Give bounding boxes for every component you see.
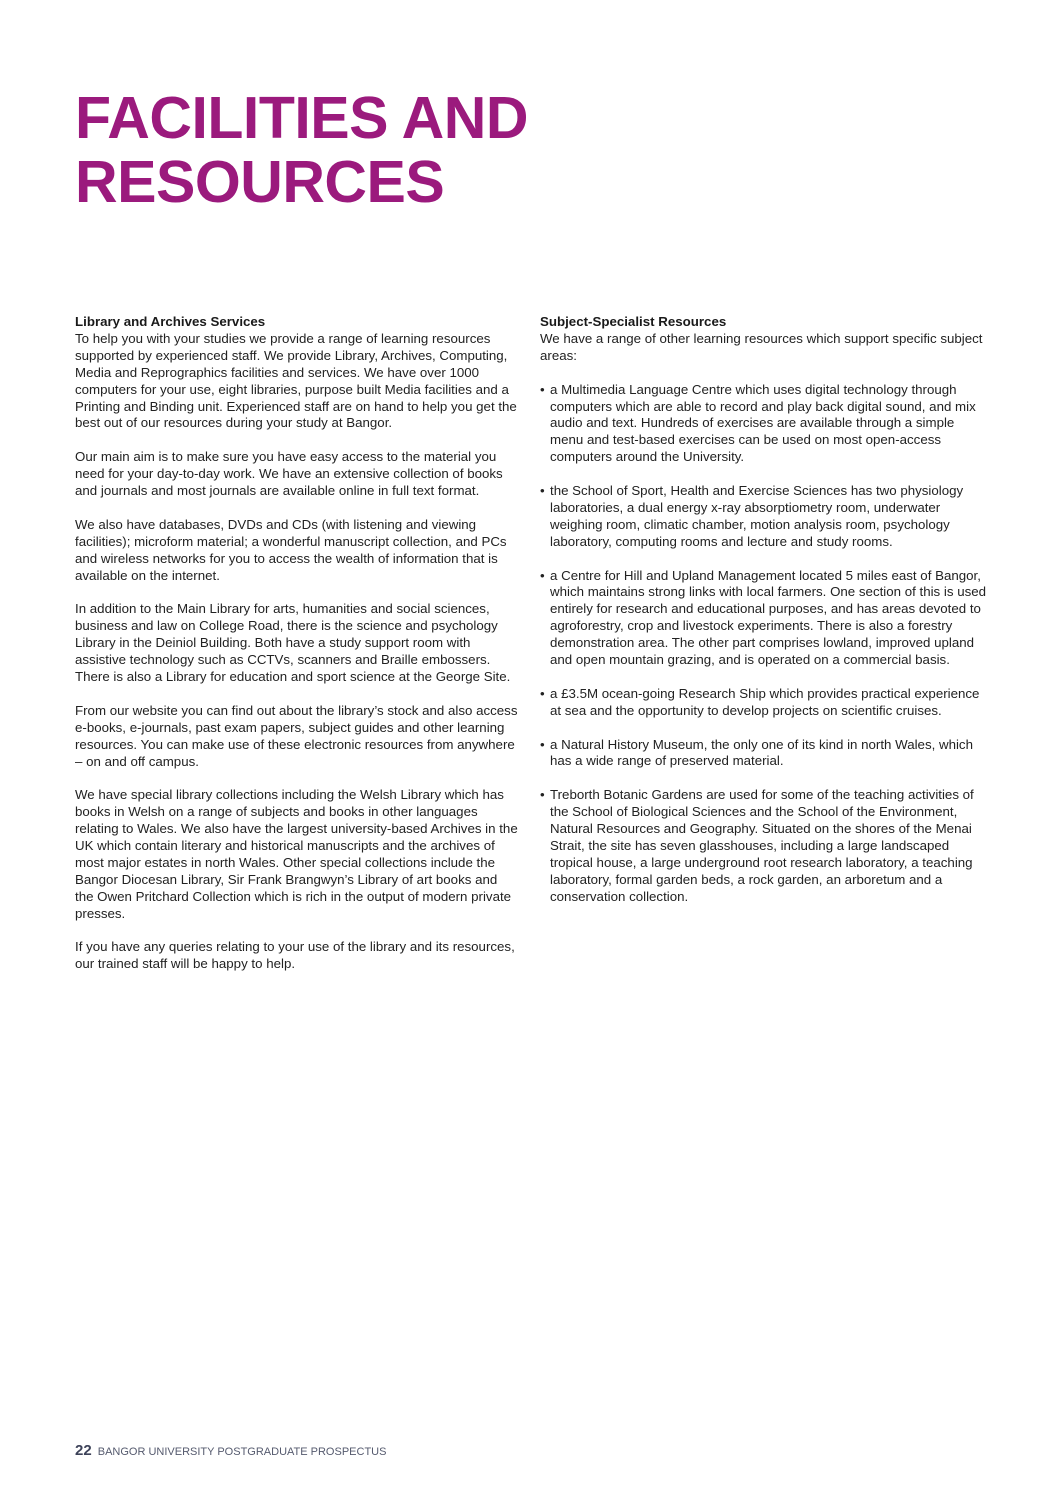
resource-text-sport-school: the School of Sport, Health and Exercise Sciences has two physiology laboratories, a dual energy x-ray absorptiometry room, underwater weighing room, climatic chamber, motion analysis room, psychology laboratory, computing rooms and lecture and study rooms. <box>550 483 964 549</box>
page-title-line-2: RESOURCES <box>75 149 445 215</box>
bullet-icon: • <box>540 381 545 397</box>
page-title-line-1: FACILITIES AND <box>75 85 528 151</box>
resource-text-language-centre: a Multimedia Language Centre which uses digital technology through computers which are able to record and play back digital sound, and mix audio and text. Hundreds of exercises are available through a simple menu and test-based exercises can be used on most open-access computers around the University. <box>550 381 976 465</box>
bullet-icon: • <box>540 787 545 803</box>
bullet-icon: • <box>540 567 545 583</box>
resource-list-item <box>540 483 988 551</box>
page-footer <box>75 1443 386 1460</box>
library-paragraph-1: To help you with your studies we provide a range of learning resources supported by experienced staff. We provide Library, Archives, Computing, Media and Reprographics facilities and services. We have over 1000 computers for your use, eight libraries, purpose built Media facilities and a Printing and Binding unit. Experienced staff are on hand to help you get the best out of our resources during your study at Bangor. <box>75 330 517 431</box>
library-paragraph-4: In addition to the Main Library for arts, humanities and social sciences, business and law on College Road, there is the science and psychology Library in the Deiniol Building. Both have a study support room with assistive technology such as CCTVs, scanners and Braille embossers. There is also a Library for education and sport science at the George Site. <box>75 601 511 684</box>
library-paragraph-6: We have special library collections including the Welsh Library which has books in Welsh on a range of subjects and books in other languages relating to Wales. We also have the largest university-based Archives in the UK which contain literary and historical manuscripts and the archives of most major estates in north Wales. Other special collections include the Bangor Diocesan Library, Sir Frank Brangwyn’s Library of art books and the Owen Pritchard Collection which is rich in the output of modern private presses. <box>75 787 518 921</box>
resource-text-botanic-gardens: Treborth Botanic Gardens are used for some of the teaching activities of the School of Biological Sciences and the School of the Environment, Natural Resources and Geography. Situated on the shores of the Menai Strait, the site has seven glasshouses, including a large landscaped tropical house, a large underground root research laboratory, a teaching laboratory, formal garden beds, a rock garden, an arboretum and a conservation collection. <box>550 787 974 904</box>
page-number: 22 <box>75 1442 92 1459</box>
subject-specialist-section <box>540 314 988 923</box>
library-paragraph-7: If you have any queries relating to your use of the library and its resources, our trained staff will be happy to help. <box>75 939 515 972</box>
resource-list-item <box>540 737 988 771</box>
resource-list <box>540 382 988 906</box>
bullet-icon: • <box>540 736 545 752</box>
subject-specialist-heading: Subject-Specialist Resources <box>540 314 727 329</box>
resource-list-item <box>540 382 988 467</box>
subject-specialist-intro: We have a range of other learning resources which support specific subject areas: <box>540 330 983 363</box>
library-paragraph-5: From our website you can find out about the library’s stock and also access e-books, e-journals, past exam papers, subject guides and other learning resources. You can make use of these electronic resources from anywhere – on and off campus. <box>75 702 518 769</box>
library-archives-heading: Library and Archives Services <box>75 314 266 329</box>
library-paragraph-3: We also have databases, DVDs and CDs (with listening and viewing facilities); microform material; a wonderful manuscript collection, and PCs and wireless networks for you to access the wealth of information that is available on the internet. <box>75 516 507 583</box>
page-title <box>75 86 775 214</box>
library-paragraph-2: Our main aim is to make sure you have easy access to the material you need for your day-to-day work. We have an extensive collection of books and journals and most journals are available online in full text format. <box>75 449 503 499</box>
resource-list-item <box>540 686 988 720</box>
bullet-icon: • <box>540 483 545 499</box>
resource-list-item <box>540 568 988 669</box>
resource-text-hill-upland-centre: a Centre for Hill and Upland Management located 5 miles east of Bangor, which maintains strong links with local farmers. One section of this is used entirely for research and educational purposes, and has areas devoted to agroforestry, crop and livestock experiments. There is also a forestry demonstration area. The other part comprises lowland, improved upland and open mountain grazing, and is operated on a commercial basis. <box>550 567 987 668</box>
resource-text-research-ship: a £3.5M ocean-going Research Ship which provides practical experience at sea and the opportunity to develop projects on scientific cruises. <box>550 685 980 718</box>
bullet-icon: • <box>540 685 545 701</box>
library-archives-section <box>75 314 519 990</box>
resource-text-natural-history-museum: a Natural History Museum, the only one of its kind in north Wales, which has a wide range of preserved material. <box>550 736 973 769</box>
publication-title: BANGOR UNIVERSITY POSTGRADUATE PROSPECTUS <box>97 1446 387 1458</box>
resource-list-item <box>540 787 988 905</box>
